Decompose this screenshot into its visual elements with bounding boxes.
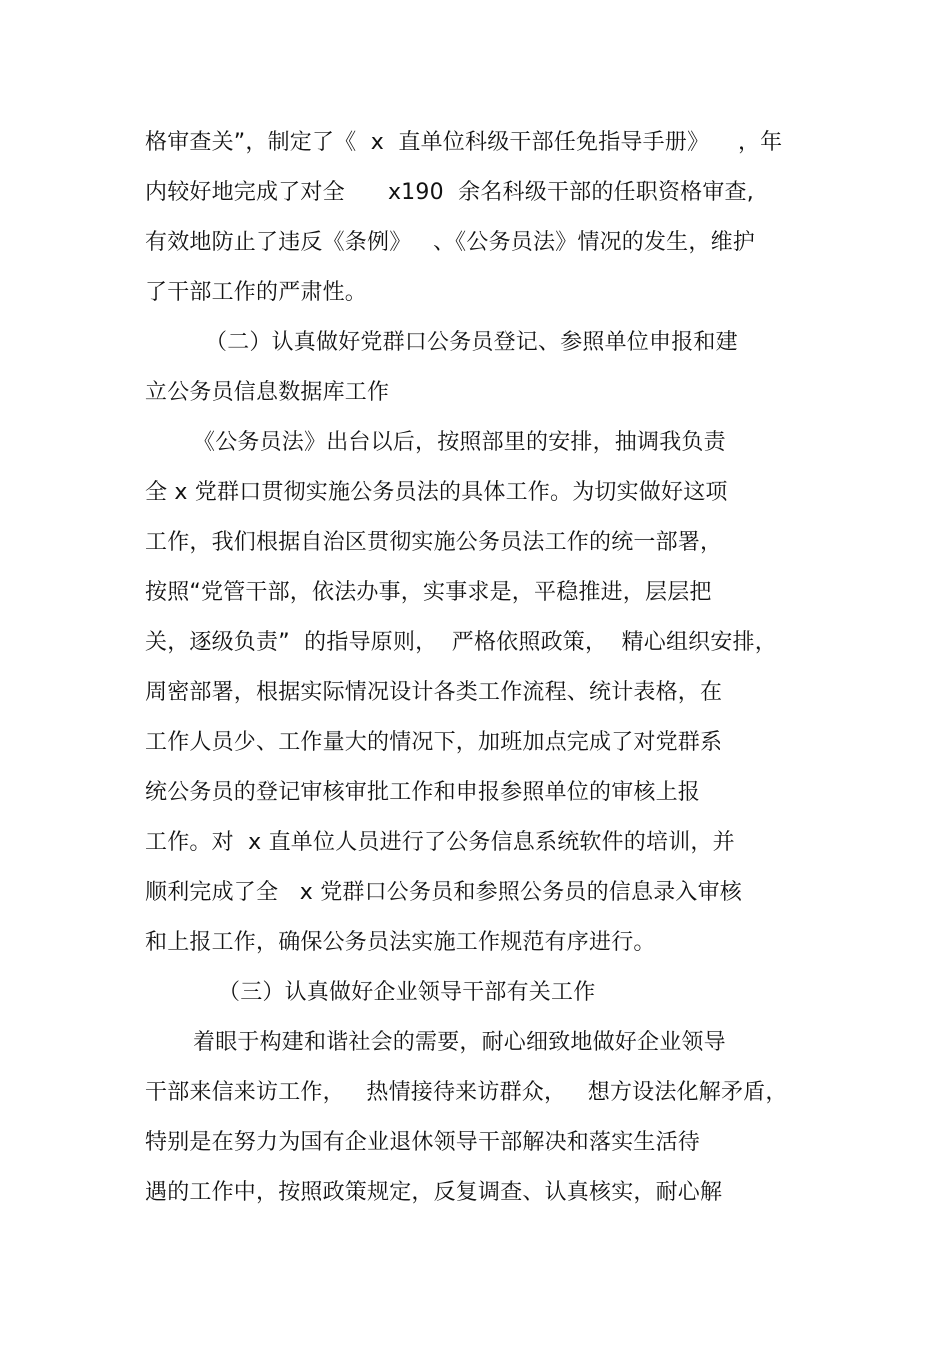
section-heading: （二）认真做好党群口公务员登记、参照单位申报和建 [205,330,738,355]
text-line: 了干部工作的严肃性。 [145,280,368,305]
text-line: 工作人员少、工作量大的情况下，加班加点完成了对党群系 [145,730,723,755]
text-line: 关，逐级负责” 的指导原则， 严格依照政策， 精心组织安排， [145,630,777,655]
text-line: 顺利完成了全 x 党群口公务员和参照公务员的信息录入审核 [145,880,742,905]
text-line: 《公务员法》出台以后，按照部里的安排，抽调我负责 [193,430,726,455]
text-line: 着眼于构建和谐社会的需要，耐心细致地做好企业领导 [193,1030,726,1055]
text-line: 干部来信来访工作， 热情接待来访群众， 想方设法化解矛盾， [145,1080,788,1105]
text-line: 有效地防止了违反《条例》 、《公务员法》情况的发生，维护 [145,230,755,255]
text-line: 内较好地完成了对全 x190 余名科级干部的任职资格审查, [145,180,754,205]
text-line: 工作，我们根据自治区贯彻实施公务员法工作的统一部署， [145,530,723,555]
text-line: 全 x 党群口贯彻实施公务员法的具体工作。为切实做好这项 [145,480,728,505]
text-line: 立公务员信息数据库工作 [145,380,390,405]
text-line: 工作。对 x 直单位人员进行了公务信息系统软件的培训，并 [145,830,735,855]
text-line: 遇的工作中，按照政策规定，反复调查、认真核实，耐心解 [145,1180,723,1205]
text-line: 特别是在努力为国有企业退休领导干部解决和落实生活待 [145,1130,701,1155]
text-line: 格审查关”，制定了《 x 直单位科级干部任免指导手册》 ，年 [145,130,783,155]
text-line: 和上报工作，确保公务员法实施工作规范有序进行。 [145,930,656,955]
text-line: 周密部署，根据实际情况设计各类工作流程、统计表格，在 [145,680,723,705]
text-line: 统公务员的登记审核审批工作和申报参照单位的审核上报 [145,780,701,805]
text-line: 按照“党管干部，依法办事，实事求是，平稳推进，层层把 [145,580,712,605]
section-heading: （三）认真做好企业领导干部有关工作 [218,980,596,1005]
